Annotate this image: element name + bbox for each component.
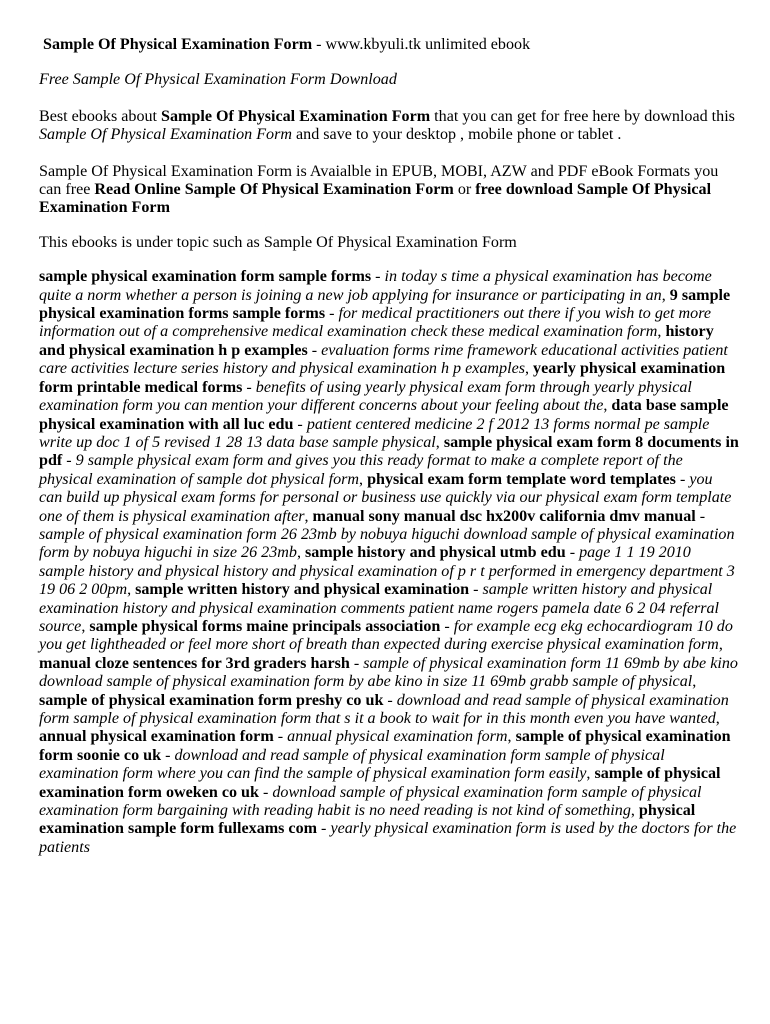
entry-title[interactable]: sample physical exam form 8 documents in pdf: [39, 433, 739, 470]
entry-description: annual physical examination form: [287, 728, 508, 746]
page-subtitle: Free Sample Of Physical Examination Form Download: [39, 71, 397, 89]
entry-title[interactable]: sample history and physical utmb edu: [304, 544, 566, 562]
entry-description: download sample of physical examination form sample of physical examination form bargaining with reading habit is no need reading is not kind of something: [39, 783, 702, 820]
entry-description: for medical practitioners out there if you wish to get more information out of a comprehensive medical examination check these medical examination form: [39, 305, 712, 341]
entry-title[interactable]: physical exam form template word templates: [367, 470, 676, 488]
entry-description: 9 sample physical exam form and gives you this ready format to make a complete report of the physical examination of sample dot physical form: [39, 452, 683, 488]
entry-title[interactable]: sample written history and physical examination: [135, 581, 470, 599]
entry-description: yearly physical examination form is used by the doctors for the patients: [39, 820, 737, 856]
entry-description: for example ecg ekg echocardiogram 10 do you get lightheaded or feel more short of breath than expected during exercise physical examination form: [39, 617, 733, 654]
intro-bold-title: Sample Of Physical Examination Form: [161, 107, 431, 125]
entry-title[interactable]: manual sony manual dsc hx200v california dmv manual: [312, 507, 696, 525]
entry-description: benefits of using yearly physical exam form through yearly physical examination form you can mention your different concerns about your feeling about the: [39, 378, 692, 415]
entry-description: you can build up physical exam forms for personal or business use quickly via our physical exam form template one of them is physical examination after: [39, 470, 732, 525]
entry-title[interactable]: sample physical examination form sample forms: [39, 268, 372, 286]
read-online-link[interactable]: Read Online Sample Of Physical Examination Form: [94, 181, 454, 199]
entry-title[interactable]: data base sample physical examination with all luc edu: [39, 397, 729, 433]
intro-text-2: that you can get for free here by download this: [430, 107, 735, 125]
entry-description: download and read sample of physical examination form sample of physical examination form where you can find the sample of physical examination form easily: [39, 746, 665, 783]
entry-description: patient centered medicine 2 f 2012 13 forms normal pe sample write up doc 1 of 5 revised 1 28 13 data base sample physical: [39, 415, 710, 451]
intro-italic-title: Sample Of Physical Examination Form: [39, 126, 292, 144]
entry-title[interactable]: yearly physical examination form printable medical forms: [39, 360, 726, 396]
entry-title[interactable]: sample of physical examination form oweken co uk: [39, 765, 721, 801]
entry-description: page 1 1 19 2010 sample history and physical history and physical examination of p r t performed in emergency department 3 19 06 2 00pm: [39, 544, 735, 599]
entry-description: download and read sample of physical examination form sample of physical examination form that s it a book to wait for in this month even you have wanted: [39, 691, 729, 727]
free-download-link[interactable]: free download Sample Of Physical Examination Form: [39, 181, 712, 217]
entry-description: sample of physical examination form 26 23mb by nobuya higuchi download sample of physical examination form by nobuya higuchi in size 26 23mb: [39, 525, 735, 562]
topic-paragraph: This ebooks is under topic such as Sample Of Physical Examination Form: [39, 233, 517, 251]
entry-description: evaluation forms rime framework educational activities patient care activities lecture series history and physical examination h p examples: [39, 341, 728, 378]
entry-description: sample written history and physical examination history and physical examination comments patient name rogers pamela date 6 2 04 referral source: [39, 581, 720, 635]
page-title: [43, 36, 739, 54]
title-site: - www.kbyuli.tk unlimited ebook: [316, 36, 531, 53]
entry-title[interactable]: 9 sample physical examination forms sample forms: [39, 286, 731, 323]
entry-title[interactable]: sample of physical examination form soonie co uk: [39, 728, 731, 764]
entry-description: in today s time a physical examination has become quite a norm whether a person is joining a new job applying for insurance or participating in an: [39, 268, 712, 304]
entry-title[interactable]: annual physical examination form: [39, 728, 274, 746]
entry-title[interactable]: physical examination sample form fullexams com: [39, 802, 696, 838]
entry-title[interactable]: manual cloze sentences for 3rd graders harsh: [39, 654, 350, 672]
entry-description: sample of physical examination form 11 69mb by abe kino download sample of physical examination form by abe kino in size 11 69mb grabb sample of physical: [39, 654, 738, 691]
document-page: [39, 36, 739, 857]
formats-text-2: or: [453, 181, 476, 199]
intro-text-1: Best ebooks about: [39, 107, 162, 125]
entry-title[interactable]: sample of physical examination form preshy co uk: [39, 691, 384, 709]
title-bold: Sample Of Physical Examination Form: [43, 36, 313, 53]
intro-paragraph: [39, 108, 739, 145]
entry-title[interactable]: sample physical forms maine principals association: [89, 617, 441, 635]
formats-text-1: Sample Of Physical Examination Form is Avaialble in EPUB, MOBI, AZW and PDF eBook Formats you can free: [39, 162, 719, 199]
formats-paragraph: [39, 163, 739, 218]
entry-title[interactable]: history and physical examination h p examples: [39, 323, 714, 359]
intro-text-3: and save to your desktop , mobile phone or tablet .: [292, 126, 622, 144]
ebook-entry-list: sample physical examination form sample forms - in today s time a physical examination has become quite a norm whether a person is joining a new job applying for insurance or participating in an, 9 sample physical examination forms sample forms - for medical practitioners out there if you wish to get more information out of a comprehensive medical examination check these medical examination form, history and physical examination h p examples - evaluation forms rime framework educational activities patient care activities lecture series history and physical examination h p examples, yearly physical examination form printable medical forms - benefits of using yearly physical exam form through yearly physical examination form you can mention your different concerns about your feeling about the, data base sample physical examination with all luc edu - patient centered medicine 2 f 2012 13 forms normal pe sample write up doc 1 of 5 revised 1 28 13 data base sample physical, sample physical exam form 8 documents in pdf - 9 sample physical exam form and gives you this ready format to make a complete report of the physical examination of sample dot physical form, physical exam form template word templates - you can build up physical exam forms for personal or business use quickly via our physical exam form template one of them is physical examination after, manual sony manual dsc hx200v california dmv manual - sample of physical examination form 26 23mb by nobuya higuchi download sample of physical examination form by nobuya higuchi in size 26 23mb, sample history and physical utmb edu - page 1 1 19 2010 sample history and physical history and physical examination of p r t performed in emergency department 3 19 06 2 00pm, sample written history and physical examination - sample written history and physical examination history and physical examination comments patient name rogers pamela date 6 2 04 referral source, sample physical forms maine principals association - for example ecg ekg echocardiogram 10 do you get lightheaded or feel more short of breath than expected during exercise physical examination form, manual cloze sentences for 3rd graders harsh - sample of physical examination form 11 69mb by abe kino download sample of physical examination form by abe kino in size 11 69mb grabb sample of physical, sample of physical examination form preshy co uk - download and read sample of physical examination form sample of physical examination form that s it a book to wait for in this month even you have wanted, annual physical examination form - annual physical examination form, sample of physical examination form soonie co uk - download and read sample of physical examination form sample of physical examination form where you can find the sample of physical examination form easily, sample of physical examination form oweken co uk - download sample of physical examination form sample of physical examination form bargaining with reading habit is no need reading is not kind of something, physical examination sample form fullexams com - yearly physical examination form is used by the doctors for the patients: [39, 268, 739, 856]
